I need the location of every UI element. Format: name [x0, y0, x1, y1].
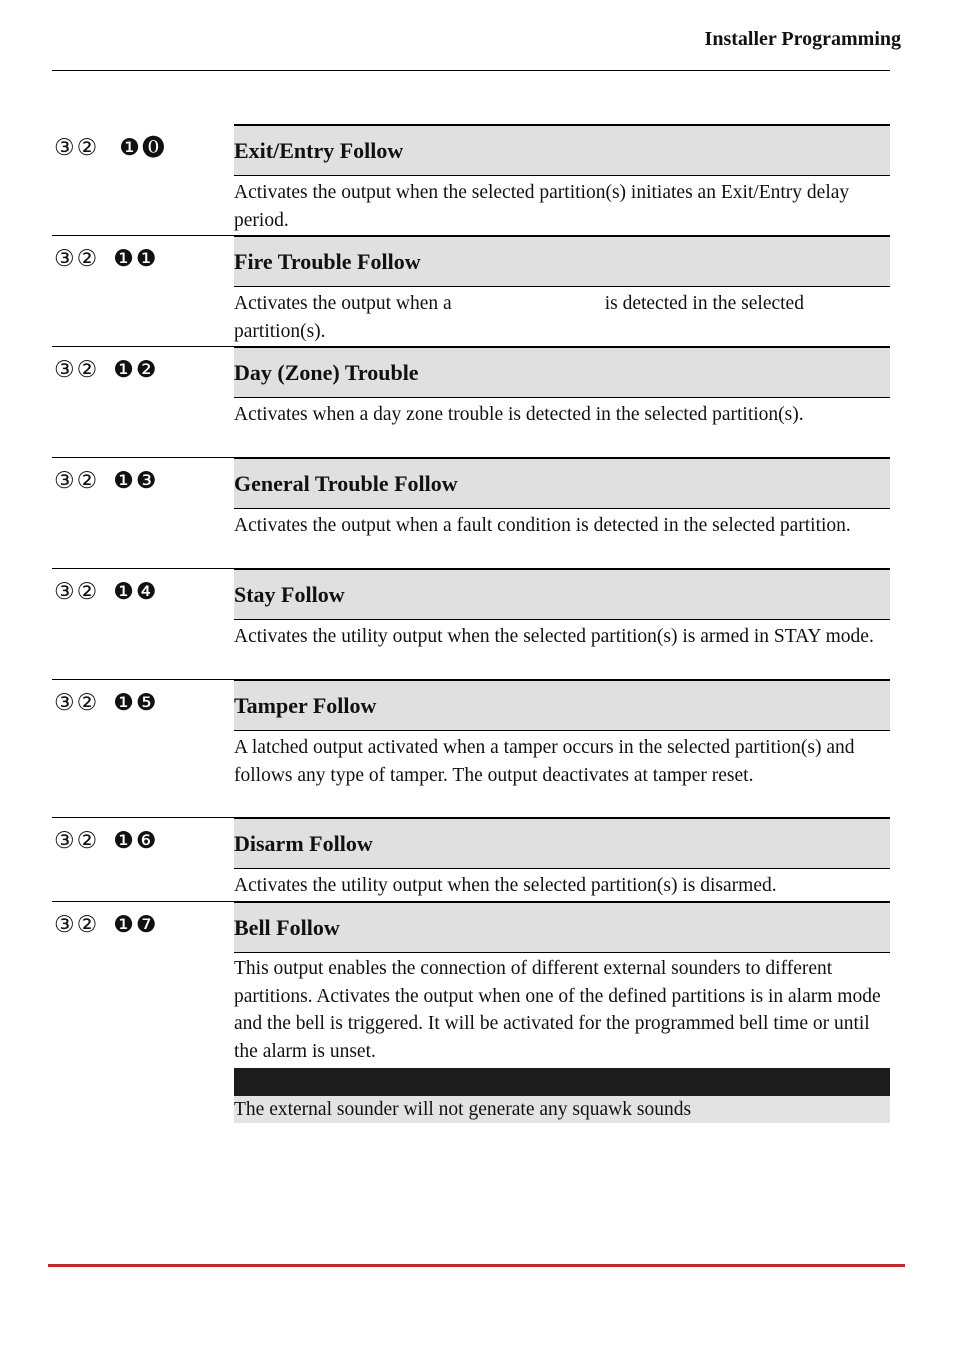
program-code-3211: [54, 247, 159, 271]
program-code-3215: [54, 691, 159, 715]
option-heading: Exit/Entry Follow: [234, 124, 890, 176]
row-divider: [52, 235, 234, 236]
program-code-3214: [54, 580, 159, 604]
code-prefix: ③②: [54, 690, 100, 715]
option-description: Activates the output when a fault condition is detected in the selected partition.: [234, 515, 851, 536]
option-heading: Bell Follow: [234, 901, 890, 953]
code-suffix: ❶❻: [113, 828, 159, 853]
option-heading: Stay Follow: [234, 568, 890, 620]
code-prefix: ③②: [54, 912, 100, 937]
option-description: Activates the utility output when the selected partition(s) is disarmed.: [234, 875, 777, 896]
option-heading: Fire Trouble Follow: [234, 235, 890, 287]
code-suffix: ❶⓿: [119, 135, 167, 160]
description-part-b: is detected in the selected partition(s).: [234, 293, 804, 342]
program-code-3217: [54, 913, 159, 937]
program-code-3213: [54, 469, 159, 493]
code-prefix: ③②: [54, 357, 100, 382]
option-description: Activates when a day zone trouble is detected in the selected partition(s).: [234, 404, 804, 425]
program-code-3212: [54, 358, 159, 382]
header-divider: [52, 70, 890, 71]
footer-divider: [48, 1264, 905, 1267]
option-description: A latched output activated when a tamper occurs in the selected partition(s) and follows any type of tamper. The output deactivates at tamper reset.: [234, 737, 855, 786]
option-description: This output enables the connection of different external sounders to different partitions. Activates the output when one of the defined partitions is in alarm mode and the bell is triggered. It will be activated for the programmed bell time or until the alarm is unset.: [234, 958, 881, 1062]
note-text: The external sounder will not generate any squawk sounds: [234, 1096, 890, 1123]
program-code-3210: [54, 136, 167, 160]
code-prefix: ③②: [54, 468, 100, 493]
note-header-bar: [234, 1068, 890, 1096]
code-suffix: ❶❹: [113, 579, 159, 604]
code-suffix: ❶❸: [113, 468, 159, 493]
code-suffix: ❶❺: [113, 690, 159, 715]
code-suffix: ❶❶: [113, 246, 159, 271]
row-divider: [52, 568, 234, 569]
option-description: Activates the output when the selected partition(s) initiates an Exit/Entry delay period.: [234, 182, 850, 231]
option-heading: Disarm Follow: [234, 817, 890, 869]
code-suffix: ❶❷: [113, 357, 159, 382]
option-heading: Day (Zone) Trouble: [234, 346, 890, 398]
option-heading: General Trouble Follow: [234, 457, 890, 509]
code-prefix: ③②: [54, 246, 100, 271]
row-divider: [52, 346, 234, 347]
page-header-title: Installer Programming: [704, 28, 901, 50]
row-divider: [52, 817, 234, 818]
code-suffix: ❶❼: [113, 912, 159, 937]
code-prefix: ③②: [54, 579, 100, 604]
option-description: Activates the utility output when the selected partition(s) is armed in STAY mode.: [234, 626, 874, 647]
option-description: [234, 290, 884, 345]
code-prefix: ③②: [54, 828, 100, 853]
description-part-a: Activates the output when a: [234, 293, 452, 314]
row-divider: [52, 901, 234, 902]
row-divider: [52, 679, 234, 680]
code-prefix: ③②: [54, 135, 100, 160]
program-code-3216: [54, 829, 159, 853]
option-heading: Tamper Follow: [234, 679, 890, 731]
row-divider: [52, 457, 234, 458]
